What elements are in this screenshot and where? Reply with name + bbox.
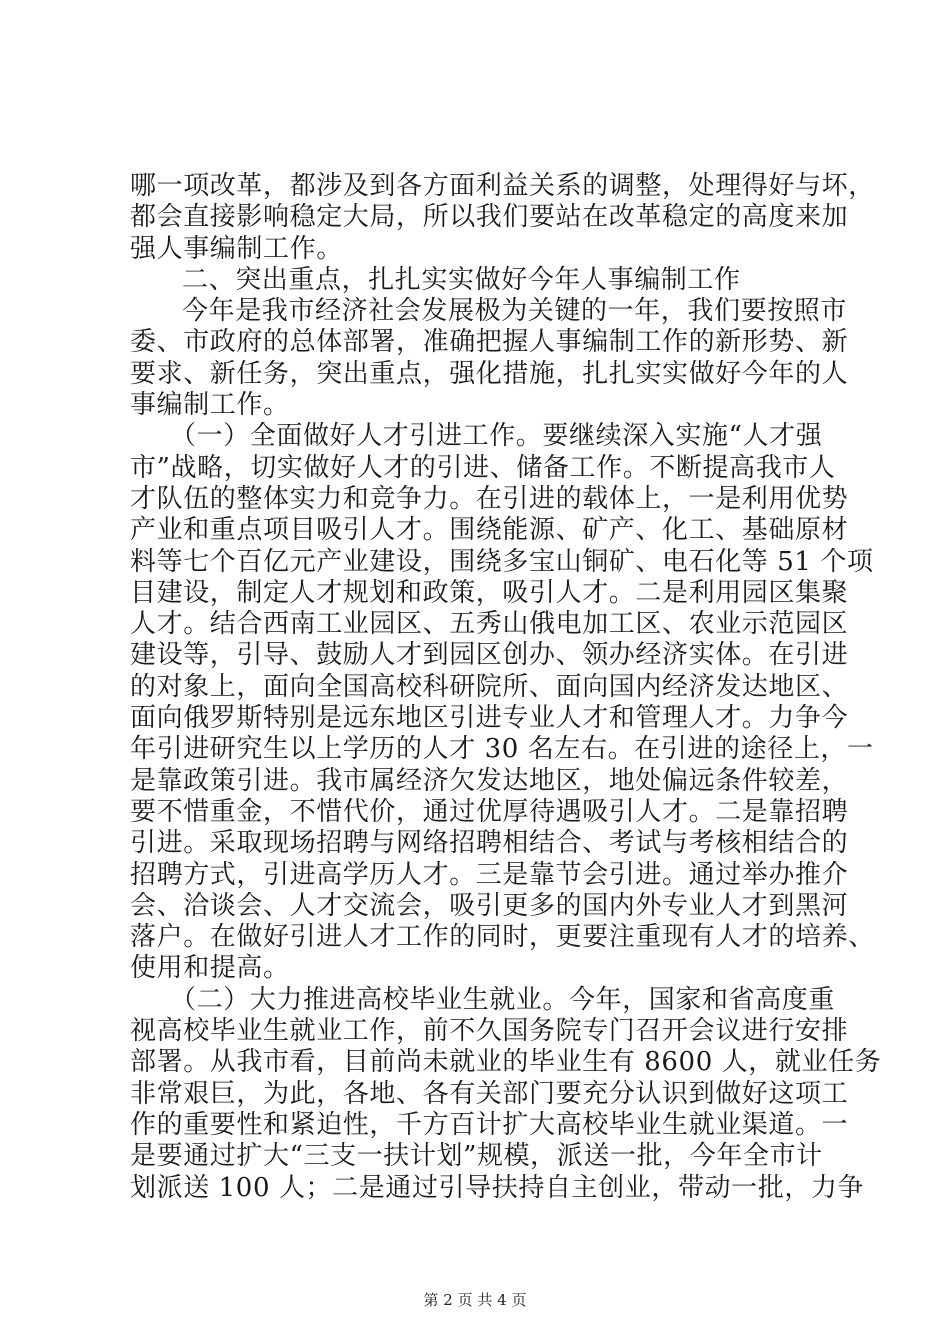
- text-line: 的对象上，面向全国高校科研院所、面向国内经济发达地区、: [130, 671, 849, 702]
- text-line: 强人事编制工作。: [130, 233, 343, 264]
- text-line: 委、市政府的总体部署，准确把握人事编制工作的新形势、新: [130, 327, 849, 358]
- text-line: 目建设，制定人才规划和政策，吸引人才。二是利用园区集聚: [130, 577, 849, 608]
- text-line: 哪一项改革，都涉及到各方面利益关系的调整，处理得好与坏，: [130, 171, 875, 201]
- text-line: 是要通过扩大“三支一扶计划”规模，派送一批，今年全市计: [130, 1141, 823, 1172]
- page-number-footer: 第 2 页 共 4 页: [423, 1291, 527, 1309]
- text-line: 料等七个百亿元产业建设，围绕多宝山铜矿、电石化等 51 个项: [130, 546, 874, 577]
- text-line: 事编制工作。: [130, 390, 290, 421]
- text-line: 落户。在做好引进人才工作的同时，更要注重现有人才的培养、: [130, 922, 875, 953]
- text-line: 引进。采取现场招聘与网络招聘相结合、考试与考核相结合的: [130, 828, 849, 859]
- text-line: 今年是我市经济社会发展极为关键的一年，我们要按照市: [182, 296, 848, 327]
- text-line: 要不惜重金，不惜代价，通过优厚待遇吸引人才。二是靠招聘: [130, 796, 849, 827]
- text-line: 是靠政策引进。我市属经济欠发达地区，地处偏远条件较差，: [130, 765, 849, 796]
- text-line: 要求、新任务，突出重点，强化措施，扎扎实实做好今年的人: [130, 358, 849, 389]
- text-line: 视高校毕业生就业工作，前不久国务院专门召开会议进行安排: [130, 1016, 849, 1047]
- section-heading: 二、突出重点，扎扎实实做好今年人事编制工作: [182, 264, 741, 295]
- text-line: 面向俄罗斯特别是远东地区引进专业人才和管理人才。力争今: [130, 703, 849, 734]
- text-line: 非常艰巨，为此，各地、各有关部门要充分认识到做好这项工: [130, 1078, 849, 1109]
- text-line: 才队伍的整体实力和竞争力。在引进的载体上，一是利用优势: [130, 483, 849, 514]
- text-line: 人才。结合西南工业园区、五秀山俄电加工区、农业示范园区: [130, 609, 849, 640]
- text-line: 会、洽谈会、人才交流会，吸引更多的国内外专业人才到黑河: [130, 890, 849, 921]
- text-line: 使用和提高。: [130, 953, 290, 984]
- document-body: [130, 171, 882, 1204]
- text-line: 划派送 100 人；二是通过引导扶持自主创业，带动一批，力争: [130, 1172, 865, 1203]
- text-line: 都会直接影响稳定大局，所以我们要站在改革稳定的高度来加: [130, 202, 849, 233]
- subsection-heading: （一）全面做好人才引进工作。要继续深入实施“人才强: [170, 421, 823, 452]
- text-line: 部署。从我市看，目前尚未就业的毕业生有 8600 人，就业任务: [130, 1047, 882, 1078]
- text-line: 建设等，引导、鼓励人才到园区创办、领办经济实体。在引进: [130, 640, 849, 671]
- text-line: 作的重要性和紧迫性，千方百计扩大高校毕业生就业渠道。一: [130, 1109, 849, 1140]
- text-line: 产业和重点项目吸引人才。围绕能源、矿产、化工、基础原材: [130, 515, 849, 546]
- text-line: 市”战略，切实做好人才的引进、储备工作。不断提高我市人: [130, 452, 836, 483]
- subsection-heading: （二）大力推进高校毕业生就业。今年，国家和省高度重: [170, 984, 836, 1015]
- text-line: 招聘方式，引进高学历人才。三是靠节会引进。通过举办推介: [130, 859, 849, 890]
- text-line: 年引进研究生以上学历的人才 30 名左右。在引进的途径上，一: [130, 734, 874, 765]
